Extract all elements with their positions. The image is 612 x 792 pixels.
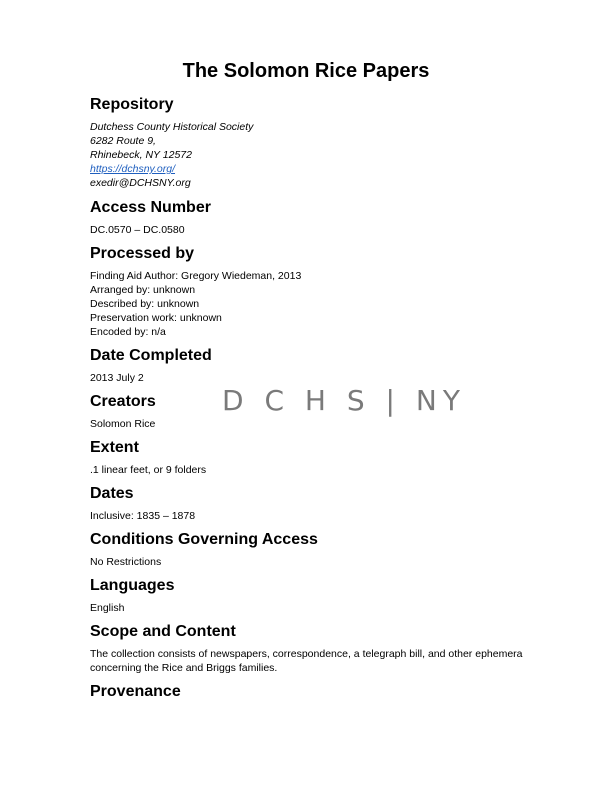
access-number-value: DC.0570 – DC.0580 [90, 224, 185, 236]
access-number-heading: Access Number [90, 199, 211, 216]
repository-address-street: 6282 Route 9, [90, 135, 156, 147]
languages-heading: Languages [90, 577, 175, 594]
creators-heading: Creators [90, 393, 156, 410]
repository-name: Dutchess County Historical Society [90, 121, 254, 133]
dates-heading: Dates [90, 485, 134, 502]
conditions-heading: Conditions Governing Access [90, 531, 318, 548]
watermark: D C H S | NY [222, 384, 466, 417]
processed-by-encoded: Encoded by: n/a [90, 326, 166, 338]
scope-value: The collection consists of newspapers, correspondence, a telegraph bill, and other ephemera concerning the Rice and Briggs families. [90, 648, 523, 674]
scope-heading: Scope and Content [90, 623, 236, 640]
processed-by-author: Finding Aid Author: Gregory Wiedeman, 2013 [90, 270, 302, 282]
processed-by-described: Described by: unknown [90, 298, 200, 310]
processed-by-preservation: Preservation work: unknown [90, 312, 222, 324]
repository-address-city: Rhinebeck, NY 12572 [90, 149, 192, 161]
repository-website-link[interactable]: https://dchsny.org/ [90, 163, 176, 175]
extent-heading: Extent [90, 439, 139, 456]
date-completed-value: 2013 July 2 [90, 372, 144, 384]
languages-value: English [90, 602, 125, 614]
conditions-value: No Restrictions [90, 556, 162, 568]
extent-value: .1 linear feet, or 9 folders [90, 464, 207, 476]
provenance-heading: Provenance [90, 683, 181, 700]
repository-email: exedir@DCHSNY.org [90, 177, 191, 189]
date-completed-heading: Date Completed [90, 347, 212, 364]
dates-value: Inclusive: 1835 – 1878 [90, 510, 196, 522]
processed-by-heading: Processed by [90, 245, 195, 262]
repository-heading: Repository [90, 96, 174, 113]
creators-value: Solomon Rice [90, 418, 156, 430]
document-title: The Solomon Rice Papers [182, 60, 430, 82]
processed-by-arranged: Arranged by: unknown [90, 284, 196, 296]
